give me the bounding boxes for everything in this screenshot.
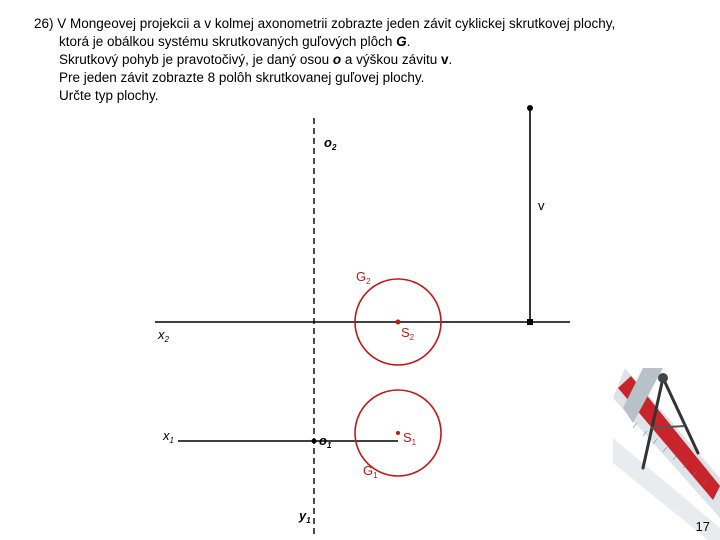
drafting-compass-photo (613, 368, 720, 540)
label-y1: $y_1$ (299, 508, 311, 525)
sphere-symbol: G (396, 34, 407, 49)
height-symbol: v (440, 52, 449, 67)
task-line-1: 26) V Mongeovej projekcii a v kolmej axonometrii zobrazte jeden závit cyklickej skrutkovej plochy, (34, 16, 616, 31)
label-x1: $x_1$ (163, 428, 174, 445)
label-g2: $G_2$ (356, 269, 371, 286)
label-v: v (538, 198, 545, 213)
task-line-5: Určte typ plochy. (59, 88, 159, 103)
label-s1: $S_1$ (403, 430, 417, 447)
page-number: 17 (695, 519, 710, 534)
axis-symbol: o (332, 52, 342, 67)
point-o1 (312, 439, 317, 444)
task-line-2: ktorá je obálkou systému skrutkovaných guľových plôch G. (59, 34, 411, 49)
center-s2-point (396, 320, 401, 325)
task-line-3: Skrutkový pohyb je pravotočivý, je daný osou o a výškou závitu v. (59, 52, 453, 67)
label-o1: $o_1$ (319, 433, 332, 450)
center-s1-point (396, 431, 400, 435)
label-o2: $o_2$ (324, 135, 337, 152)
label-s2: $S_2$ (401, 325, 415, 342)
task-line-4: Pre jeden závit zobrazte 8 polôh skrutkovanej guľovej plochy. (59, 70, 425, 85)
height-v-top-point (527, 105, 533, 111)
height-v-bottom-point (527, 319, 533, 325)
label-g1: $G_1$ (363, 463, 378, 480)
label-x2: $x_2$ (158, 327, 169, 344)
